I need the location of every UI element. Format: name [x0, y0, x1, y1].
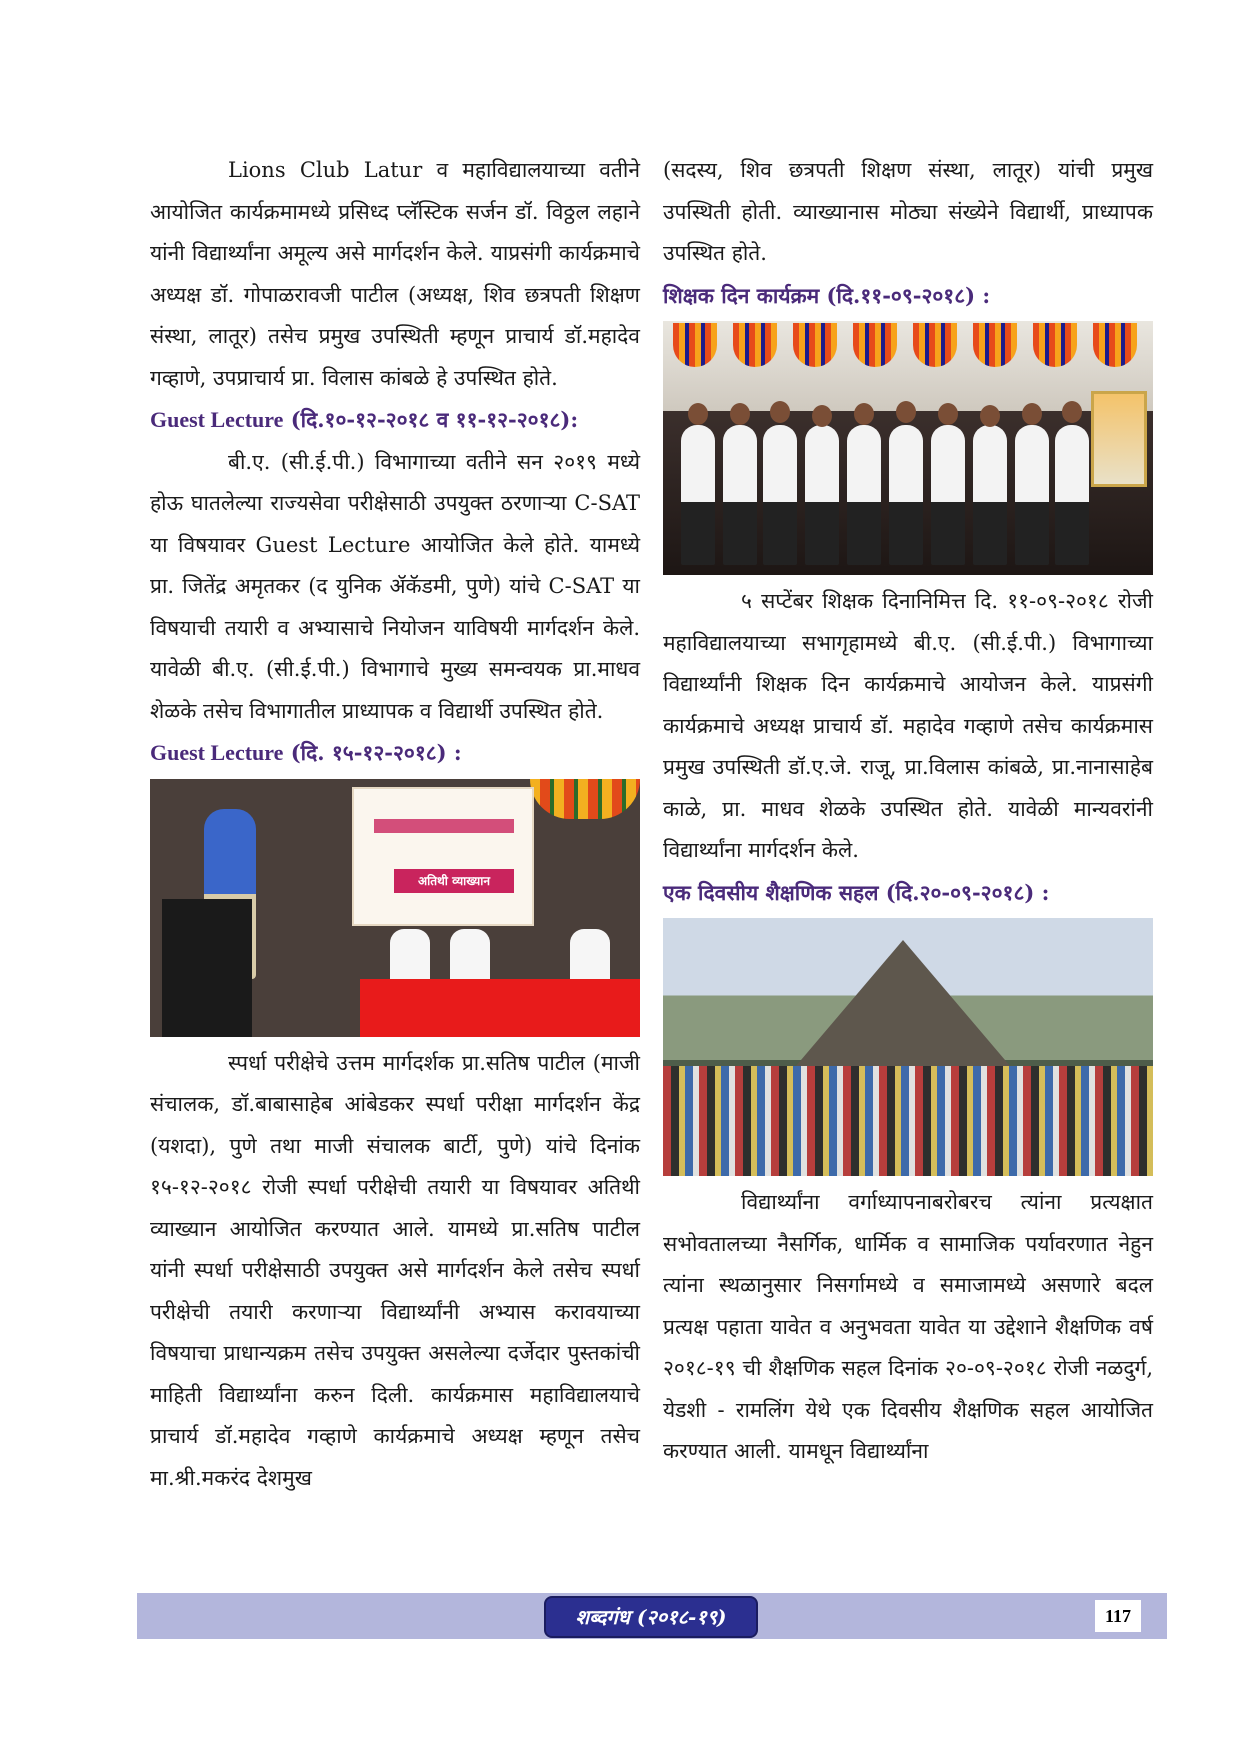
guest-lecture-photo [150, 779, 640, 1037]
guest-lecture-heading-2-date: (दि. १५-१२-२०१८) : [283, 740, 462, 765]
teachers-day-photo [663, 321, 1153, 575]
student-group [663, 1066, 1153, 1176]
right-column [663, 150, 1153, 1473]
guest-lecture-heading-2 [150, 732, 640, 775]
teachers-day-heading-text: शिक्षक दिन कार्यक्रम (दि.११-०९-२०१८) : [663, 282, 991, 308]
page-number: 117 [1095, 1600, 1141, 1632]
teachers-day-heading [663, 275, 1153, 318]
competitive-exam-paragraph: स्पर्धा परीक्षेचे उत्तम मार्गदर्शक प्रा.सतिष पाटील (माजी संचालक, डॉ.बाबासाहेब आंबेडकर स्पर्धा परीक्षा मार्गदर्शन केंद्र (यशदा), पुणे तथा माजी संचालक बार्टी, पुणे) यांचे दिनांक १५-१२-२०१८ रोजी स्पर्धा परीक्षेची तयारी या विषयावर अतिथी व्याख्यान आयोजित करण्यात आले. यामध्ये प्रा.सतिष पाटील यांनी स्पर्धा परीक्षेसाठी उपयुक्त असे मार्गदर्शन केले तसेच स्पर्धा परीक्षेची तयारी करणाऱ्या विद्यार्थ्यांनी अभ्यास करावयाच्या विषयाचा प्राधान्यक्रम तसेच उपयुक्त असलेल्या दर्जेदार पुस्तकांची माहिती विद्यार्थ्यांना करुन दिली. कार्यक्रमास महाविद्यालयाचे प्राचार्य डॉ.महादेव गव्हाणे कार्यक्रमाचे अध्यक्ष म्हणून तसेच मा.श्री.मकरंद देशमुख [150, 1050, 640, 1490]
magazine-title: शब्दगंध (२०१८-१९) [544, 1596, 758, 1638]
teachers-day-paragraph: ५ सप्टेंबर शिक्षक दिनानिमित्त दि. ११-०९-२०१८ रोजी महाविद्यालयाच्या सभागृहामध्ये बी.ए. (सी.ई.पी.) विभागाच्या विद्यार्थ्यांनी शिक्षक दिन कार्यक्रमाचे आयोजन केले. याप्रसंगी कार्यक्रमाचे अध्यक्ष प्राचार्य डॉ. महादेव गव्हाणे तसेच कार्यक्रमास प्रमुख उपस्थिती डॉ.ए.जे. राजू, प्रा.विलास कांबळे, प्रा.नानासाहेब काळे, प्रा. माधव शेळके उपस्थित होते. यावेळी मान्यवरांनी विद्यार्थ्यांना मार्गदर्शन केले. [663, 589, 1153, 862]
csat-lecture-paragraph: बी.ए. (सी.ई.पी.) विभागाच्या वतीने सन २०१९ मध्ये होऊ घातलेल्या राज्यसेवा परीक्षेसाठी उपयुक्त ठरणाऱ्या C-SAT या विषयावर Guest Lecture आयोजित केले होते. यामध्ये प्रा. जितेंद्र अमृतकर (द युनिक ॲकॅडमी, पुणे) यांचे C-SAT या विषयाची तयारी व अभ्यासाचे नियोजन याविषयी मार्गदर्शन केले. यावेळी बी.ए. (सी.ई.पी.) विभागाचे मुख्य समन्वयक प्रा.माधव शेळके तसेच विभागातील प्राध्यापक व विद्यार्थी उपस्थित होते. [150, 449, 640, 723]
guest-lecture-heading-1-en: Guest Lecture [150, 407, 284, 432]
study-tour-photo [663, 918, 1153, 1176]
guest-lecture-heading-1 [150, 399, 640, 442]
banner-title: अतिथी व्याख्यान [394, 869, 514, 893]
left-column [150, 150, 640, 1499]
lions-club-paragraph: Lions Club Latur व महाविद्यालयाच्या वतीने आयोजित कार्यक्रमामध्ये प्रसिध्द प्लॅस्टिक सर्जन डॉ. विठ्ठल लहाने यांनी विद्यार्थ्यांना अमूल्य असे मार्गदर्शन केले. याप्रसंगी कार्यक्रमाचे अध्यक्ष डॉ. गोपाळरावजी पाटील (अध्यक्ष, शिव छत्रपती शिक्षण संस्था, लातूर) तसेच प्रमुख उपस्थिती म्हणून प्राचार्य डॉ.महादेव गव्हाणे, उपप्राचार्य प्रा. विलास कांबळे हे उपस्थित होते. [150, 158, 640, 390]
study-tour-paragraph: विद्यार्थ्यांना वर्गाध्यापनाबरोबरच त्यांना प्रत्यक्षात सभोवतालच्या नैसर्गिक, धार्मिक व सामाजिक पर्यावरणात नेहुन त्यांना स्थळानुसार निसर्गामध्ये व समाजामध्ये असणारे बदल प्रत्यक्ष पहाता यावेत व अनुभवता यावेत या उद्देशाने शैक्षणिक वर्ष २०१८-१९ ची शैक्षणिक सहल दिनांक २०-०९-२०१८ रोजी नळदुर्ग, येडशी - रामलिंग येथे एक दिवसीय शैक्षणिक सहल आयोजित करण्यात आली. यामधून विद्यार्थ्यांना [663, 1190, 1153, 1463]
study-tour-heading [663, 872, 1153, 915]
guest-lecture-heading-2-en: Guest Lecture [150, 740, 284, 765]
portrait-frame [1091, 391, 1147, 487]
study-tour-heading-text: एक दिवसीय शैक्षणिक सहल (दि.२०-०९-२०१८) : [663, 879, 1050, 905]
guest-lecture-heading-1-date: (दि.१०-१२-२०१८ व ११-१२-२०१८): [283, 407, 579, 432]
lecture-banner [352, 787, 534, 926]
dais-table [360, 979, 640, 1037]
podium [162, 899, 252, 1037]
continuation-paragraph: (सदस्य, शिव छत्रपती शिक्षण संस्था, लातूर) यांची प्रमुख उपस्थिती होती. व्याख्यानास मोठ्या संख्येने विद्यार्थी, प्राध्यापक उपस्थित होते. [663, 158, 1153, 265]
